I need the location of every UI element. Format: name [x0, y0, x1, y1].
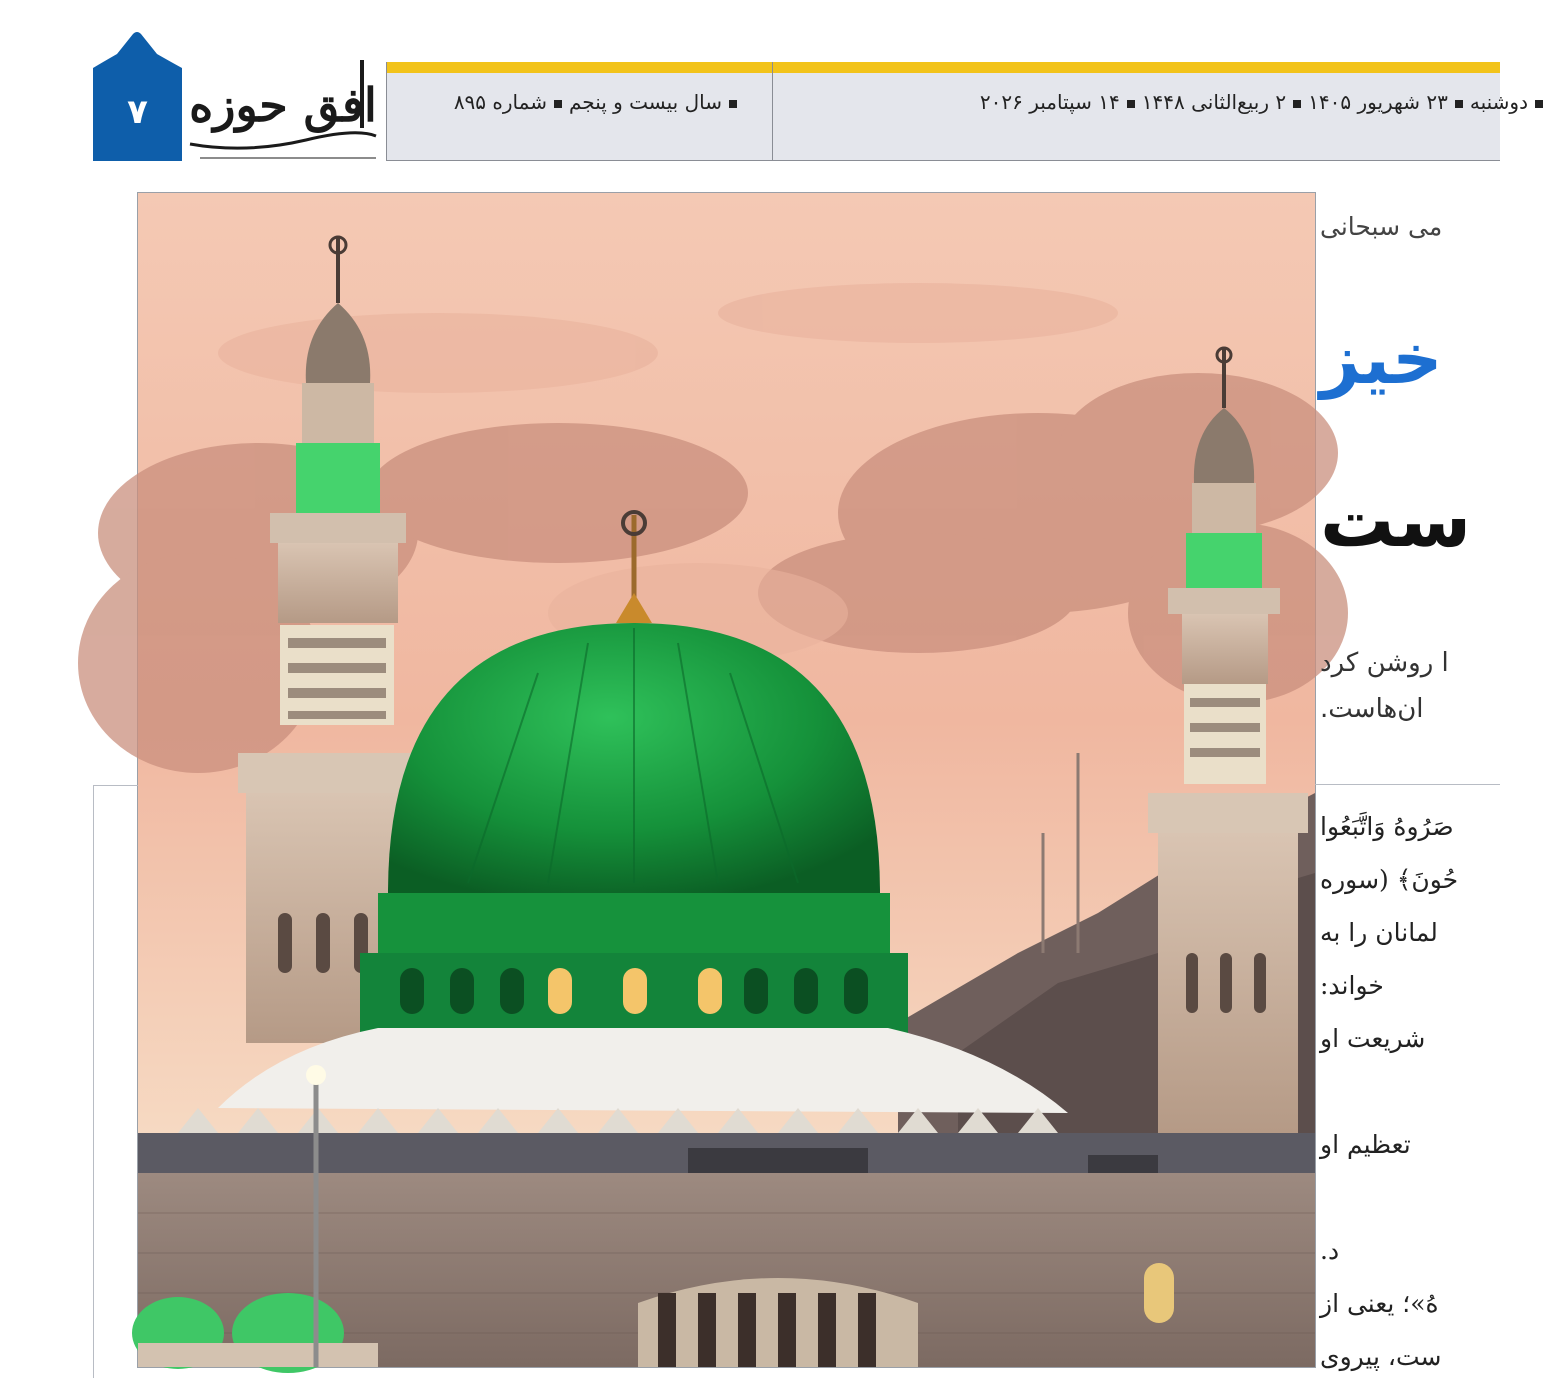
bullet-icon: [1535, 100, 1543, 108]
body-line: حُونَ﴾ (سوره: [1320, 865, 1459, 894]
article-body: [1320, 800, 1500, 1383]
header-info-bar: [386, 73, 1500, 161]
lead-line: ان‌هاست.: [1320, 694, 1424, 724]
bullet-icon: [729, 100, 737, 108]
column-rule-right: [1315, 784, 1500, 785]
date-lunar: ۲ ربیع‌الثانی ۱۴۴۸: [1141, 90, 1287, 114]
logo-wordmark: افق حوزه: [189, 78, 377, 132]
info-bar-divider: [772, 62, 773, 161]
page-number: ۷: [127, 92, 148, 132]
headline-line-1: خیز: [1320, 318, 1443, 400]
header-accent-bar: [386, 62, 1500, 73]
bullet-icon: [1455, 100, 1463, 108]
issue-number: شماره ۸۹۵: [453, 90, 547, 114]
column-rule-left-top: [93, 785, 138, 786]
weekday: دوشنبه: [1469, 90, 1528, 114]
body-line: ست، پیروی: [1320, 1342, 1442, 1371]
body-line: د.: [1320, 1236, 1340, 1265]
headline-line-2: ست: [1320, 478, 1472, 564]
body-line: [1320, 1171, 1500, 1224]
issue-year: سال بیست و پنجم: [568, 90, 722, 114]
issue-info: [398, 90, 744, 114]
date-line: [790, 90, 1550, 114]
article-lead: [1320, 640, 1500, 732]
column-rule-left: [93, 785, 94, 1378]
body-line: هُ»؛ یعنی از: [1320, 1289, 1439, 1318]
article-author: می سبحانی: [1320, 212, 1443, 241]
bullet-icon: [1293, 100, 1301, 108]
bullet-icon: [1127, 100, 1135, 108]
date-gregorian: ۱۴ سپتامبر ۲۰۲۶: [979, 90, 1120, 114]
body-line: [1320, 1065, 1500, 1118]
lead-line: ا روشن کرد: [1320, 648, 1449, 678]
date-solar: ۲۳ شهریور ۱۴۰۵: [1308, 90, 1448, 114]
publication-logo: [186, 58, 380, 162]
body-line: صَرُوهُ وَاتَّبَعُوا: [1320, 812, 1454, 841]
body-line: شریعت او: [1320, 1024, 1426, 1053]
info-bar-left-rule: [386, 62, 387, 161]
body-line: خواند:: [1320, 971, 1384, 1000]
body-line: لمانان را به: [1320, 918, 1438, 947]
bullet-icon: [554, 100, 562, 108]
mosque-illustration: [138, 193, 1315, 1367]
page-number-tab: [93, 30, 182, 161]
article-photo: [137, 192, 1316, 1368]
body-line: تعظیم او: [1320, 1130, 1411, 1159]
info-bar-bottom-rule: [386, 160, 1500, 161]
